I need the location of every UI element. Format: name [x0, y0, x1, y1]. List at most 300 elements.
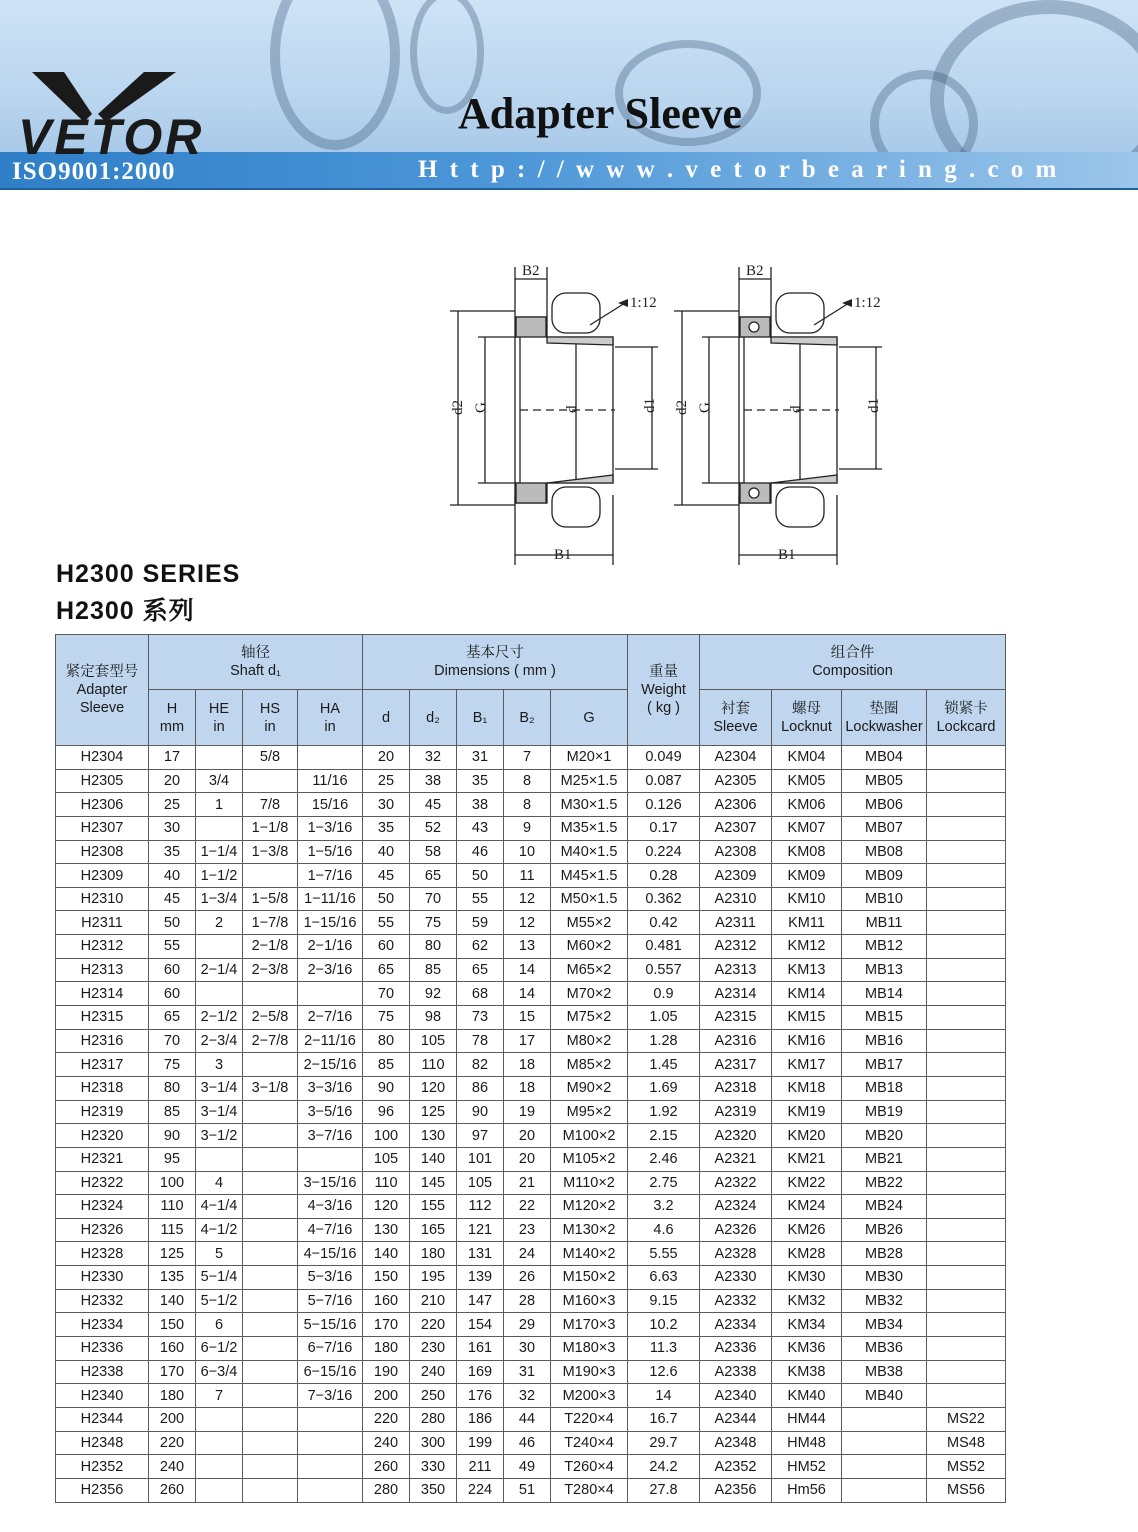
- table-row: [56, 887, 1006, 911]
- cell-lockcard: [927, 1147, 1006, 1171]
- cell-weight: 0.224: [628, 840, 700, 864]
- cell-hs: 5/8: [243, 746, 298, 770]
- cell-ha: 4−15/16: [298, 1242, 363, 1266]
- cell-weight: 10.2: [628, 1313, 700, 1337]
- cell-d: 80: [363, 1029, 410, 1053]
- cell-hs: [243, 1337, 298, 1361]
- cell-b2: 20: [504, 1124, 551, 1148]
- cell-he: 1−1/4: [196, 840, 243, 864]
- cell-d2: 140: [410, 1147, 457, 1171]
- cell-model: H2352: [56, 1455, 149, 1479]
- header-b2: B₂: [504, 690, 551, 746]
- cell-d2: 210: [410, 1289, 457, 1313]
- cell-g: M140×2: [551, 1242, 628, 1266]
- cell-model: H2344: [56, 1407, 149, 1431]
- cell-d2: 52: [410, 816, 457, 840]
- cell-lockcard: [927, 746, 1006, 770]
- cell-model: H2308: [56, 840, 149, 864]
- cell-sleeve: A2309: [700, 864, 772, 888]
- cell-locknut: KM19: [772, 1100, 842, 1124]
- cell-he: 2−3/4: [196, 1029, 243, 1053]
- cell-model: H2311: [56, 911, 149, 935]
- cell-lockwasher: MB07: [842, 816, 927, 840]
- table-row: [56, 1313, 1006, 1337]
- table-row: [56, 1171, 1006, 1195]
- table-row: [56, 1384, 1006, 1408]
- cell-b1: 43: [457, 816, 504, 840]
- header-locknut: 螺母 Locknut: [772, 690, 842, 746]
- cell-h: 220: [149, 1431, 196, 1455]
- series-title-en: H2300 SERIES: [56, 560, 241, 588]
- cell-d: 260: [363, 1455, 410, 1479]
- label-d1: d1: [866, 398, 882, 413]
- cell-lockwasher: [842, 1478, 927, 1502]
- label-g: G: [473, 402, 489, 413]
- cell-weight: 1.92: [628, 1100, 700, 1124]
- cell-h: 60: [149, 982, 196, 1006]
- cell-d: 96: [363, 1100, 410, 1124]
- cell-locknut: KM08: [772, 840, 842, 864]
- cell-weight: 0.28: [628, 864, 700, 888]
- header-ha: HA in: [298, 690, 363, 746]
- adapter-sleeve-table: [55, 634, 1006, 1503]
- label-b2: B2: [522, 263, 540, 279]
- cell-b2: 26: [504, 1266, 551, 1290]
- cell-sleeve: A2356: [700, 1478, 772, 1502]
- cell-d: 60: [363, 935, 410, 959]
- table-row: [56, 1195, 1006, 1219]
- cell-model: H2334: [56, 1313, 149, 1337]
- cell-g: M20×1: [551, 746, 628, 770]
- label-b1: B1: [554, 547, 572, 563]
- cell-b2: 8: [504, 769, 551, 793]
- cell-hs: [243, 1147, 298, 1171]
- cell-d2: 280: [410, 1407, 457, 1431]
- cell-sleeve: A2344: [700, 1407, 772, 1431]
- header-adapter-sleeve: 紧定套型号 Adapter Sleeve: [56, 635, 149, 746]
- cell-he: 1: [196, 793, 243, 817]
- cell-model: H2320: [56, 1124, 149, 1148]
- cell-d: 45: [363, 864, 410, 888]
- header-sleeve: 衬套 Sleeve: [700, 690, 772, 746]
- cell-he: 4−1/2: [196, 1218, 243, 1242]
- cell-he: 1−3/4: [196, 887, 243, 911]
- cell-g: M95×2: [551, 1100, 628, 1124]
- cell-lockwasher: MB05: [842, 769, 927, 793]
- cell-model: H2326: [56, 1218, 149, 1242]
- cell-model: H2316: [56, 1029, 149, 1053]
- cell-locknut: KM09: [772, 864, 842, 888]
- cell-ha: 3−5/16: [298, 1100, 363, 1124]
- cell-b1: 38: [457, 793, 504, 817]
- cell-lockcard: [927, 864, 1006, 888]
- cell-model: H2318: [56, 1076, 149, 1100]
- cell-he: [196, 1478, 243, 1502]
- cell-model: H2312: [56, 935, 149, 959]
- header-d2: d₂: [410, 690, 457, 746]
- cell-locknut: KM36: [772, 1337, 842, 1361]
- cell-sleeve: A2314: [700, 982, 772, 1006]
- header-dimensions: 基本尺寸 Dimensions ( mm ): [363, 635, 628, 690]
- cell-lockwasher: MB09: [842, 864, 927, 888]
- cell-locknut: HM44: [772, 1407, 842, 1431]
- cell-lockcard: [927, 816, 1006, 840]
- cell-sleeve: A2312: [700, 935, 772, 959]
- cell-g: M150×2: [551, 1266, 628, 1290]
- cell-weight: 0.557: [628, 958, 700, 982]
- table-row: [56, 1360, 1006, 1384]
- cell-b2: 12: [504, 887, 551, 911]
- cell-sleeve: A2332: [700, 1289, 772, 1313]
- cell-lockwasher: MB32: [842, 1289, 927, 1313]
- cell-lockwasher: [842, 1455, 927, 1479]
- cell-weight: 14: [628, 1384, 700, 1408]
- table-row: [56, 1242, 1006, 1266]
- header-lockwasher: 垫圈 Lockwasher: [842, 690, 927, 746]
- cell-model: H2309: [56, 864, 149, 888]
- cell-hs: 2−3/8: [243, 958, 298, 982]
- cell-sleeve: A2305: [700, 769, 772, 793]
- cell-lockcard: [927, 935, 1006, 959]
- cell-he: 6−3/4: [196, 1360, 243, 1384]
- cell-weight: 2.75: [628, 1171, 700, 1195]
- label-taper: 1:12: [854, 295, 881, 311]
- label-taper: 1:12: [630, 295, 657, 311]
- cell-lockcard: [927, 1029, 1006, 1053]
- cell-locknut: KM16: [772, 1029, 842, 1053]
- cell-lockcard: [927, 1053, 1006, 1077]
- cell-weight: 9.15: [628, 1289, 700, 1313]
- cell-sleeve: A2306: [700, 793, 772, 817]
- cell-he: 3−1/4: [196, 1100, 243, 1124]
- cell-ha: [298, 982, 363, 1006]
- cell-he: 6−1/2: [196, 1337, 243, 1361]
- cell-lockcard: [927, 1218, 1006, 1242]
- cell-lockcard: [927, 911, 1006, 935]
- cell-ha: 1−7/16: [298, 864, 363, 888]
- cell-ha: [298, 1147, 363, 1171]
- cell-g: T240×4: [551, 1431, 628, 1455]
- cell-sleeve: A2304: [700, 746, 772, 770]
- cell-model: H2338: [56, 1360, 149, 1384]
- cell-h: 25: [149, 793, 196, 817]
- cell-h: 115: [149, 1218, 196, 1242]
- cell-hs: [243, 1242, 298, 1266]
- cell-lockwasher: MB11: [842, 911, 927, 935]
- cell-model: H2315: [56, 1006, 149, 1030]
- cell-h: 110: [149, 1195, 196, 1219]
- cell-weight: 16.7: [628, 1407, 700, 1431]
- cell-h: 50: [149, 911, 196, 935]
- cell-h: 200: [149, 1407, 196, 1431]
- cell-lockwasher: MB30: [842, 1266, 927, 1290]
- cell-model: H2340: [56, 1384, 149, 1408]
- table-row: [56, 1266, 1006, 1290]
- cell-weight: 0.087: [628, 769, 700, 793]
- cell-g: M190×3: [551, 1360, 628, 1384]
- cell-b1: 73: [457, 1006, 504, 1030]
- cell-b2: 7: [504, 746, 551, 770]
- table-row: [56, 1455, 1006, 1479]
- cell-locknut: KM15: [772, 1006, 842, 1030]
- cell-sleeve: A2340: [700, 1384, 772, 1408]
- cell-weight: 2.15: [628, 1124, 700, 1148]
- cell-b2: 22: [504, 1195, 551, 1219]
- cell-ha: 2−11/16: [298, 1029, 363, 1053]
- header-composition: 组合件 Composition: [700, 635, 1006, 690]
- table-row: [56, 958, 1006, 982]
- cell-locknut: KM18: [772, 1076, 842, 1100]
- cell-b1: 62: [457, 935, 504, 959]
- cell-lockcard: [927, 1384, 1006, 1408]
- cell-d: 75: [363, 1006, 410, 1030]
- cell-hs: 2−1/8: [243, 935, 298, 959]
- cell-locknut: KM28: [772, 1242, 842, 1266]
- header-weight: 重量 Weight ( kg ): [628, 635, 700, 746]
- cell-d: 40: [363, 840, 410, 864]
- cell-b2: 49: [504, 1455, 551, 1479]
- cell-g: M160×3: [551, 1289, 628, 1313]
- cell-lockcard: [927, 1100, 1006, 1124]
- cell-weight: 12.6: [628, 1360, 700, 1384]
- cell-g: M80×2: [551, 1029, 628, 1053]
- cell-h: 45: [149, 887, 196, 911]
- cell-b2: 31: [504, 1360, 551, 1384]
- cell-h: 17: [149, 746, 196, 770]
- cell-lockwasher: [842, 1407, 927, 1431]
- cell-ha: 1−3/16: [298, 816, 363, 840]
- cell-weight: 2.46: [628, 1147, 700, 1171]
- cell-he: 3−1/4: [196, 1076, 243, 1100]
- cell-sleeve: A2315: [700, 1006, 772, 1030]
- cell-d: 35: [363, 816, 410, 840]
- cell-b1: 211: [457, 1455, 504, 1479]
- cell-locknut: KM34: [772, 1313, 842, 1337]
- cell-d2: 220: [410, 1313, 457, 1337]
- cell-lockcard: MS48: [927, 1431, 1006, 1455]
- cell-ha: 1−15/16: [298, 911, 363, 935]
- cell-sleeve: A2307: [700, 816, 772, 840]
- cell-locknut: Hm56: [772, 1478, 842, 1502]
- cell-h: 85: [149, 1100, 196, 1124]
- cell-g: M70×2: [551, 982, 628, 1006]
- cell-h: 95: [149, 1147, 196, 1171]
- cell-sleeve: A2334: [700, 1313, 772, 1337]
- cell-sleeve: A2348: [700, 1431, 772, 1455]
- cell-g: M60×2: [551, 935, 628, 959]
- cell-lockwasher: MB13: [842, 958, 927, 982]
- cell-d: 50: [363, 887, 410, 911]
- cell-b1: 82: [457, 1053, 504, 1077]
- cell-hs: [243, 1455, 298, 1479]
- cell-lockwasher: MB38: [842, 1360, 927, 1384]
- header-d: d: [363, 690, 410, 746]
- cell-weight: 1.69: [628, 1076, 700, 1100]
- cell-lockcard: [927, 1006, 1006, 1030]
- cell-lockwasher: MB24: [842, 1195, 927, 1219]
- cell-sleeve: A2311: [700, 911, 772, 935]
- cell-d: 25: [363, 769, 410, 793]
- cell-b2: 44: [504, 1407, 551, 1431]
- cell-ha: 1−5/16: [298, 840, 363, 864]
- cell-locknut: KM21: [772, 1147, 842, 1171]
- cell-d2: 155: [410, 1195, 457, 1219]
- cell-h: 90: [149, 1124, 196, 1148]
- cell-d2: 65: [410, 864, 457, 888]
- cell-d: 105: [363, 1147, 410, 1171]
- cell-g: M100×2: [551, 1124, 628, 1148]
- cell-locknut: KM22: [772, 1171, 842, 1195]
- drawing-view-left: [450, 267, 658, 565]
- cell-lockwasher: MB19: [842, 1100, 927, 1124]
- cell-ha: [298, 1431, 363, 1455]
- cell-d: 280: [363, 1478, 410, 1502]
- table-row: [56, 1218, 1006, 1242]
- cell-he: [196, 1431, 243, 1455]
- cell-g: M120×2: [551, 1195, 628, 1219]
- cell-lockwasher: MB26: [842, 1218, 927, 1242]
- cell-b1: 35: [457, 769, 504, 793]
- cell-h: 55: [149, 935, 196, 959]
- cell-d2: 120: [410, 1076, 457, 1100]
- cell-b2: 20: [504, 1147, 551, 1171]
- cell-hs: [243, 1100, 298, 1124]
- cell-model: H2307: [56, 816, 149, 840]
- cell-model: H2314: [56, 982, 149, 1006]
- cell-he: [196, 935, 243, 959]
- table-row: [56, 746, 1006, 770]
- cell-hs: [243, 1407, 298, 1431]
- cell-locknut: KM11: [772, 911, 842, 935]
- cell-model: H2304: [56, 746, 149, 770]
- cell-lockwasher: [842, 1431, 927, 1455]
- cell-b2: 18: [504, 1076, 551, 1100]
- cell-d2: 230: [410, 1337, 457, 1361]
- cell-he: 4−1/4: [196, 1195, 243, 1219]
- cell-d: 55: [363, 911, 410, 935]
- cell-b1: 169: [457, 1360, 504, 1384]
- cell-hs: [243, 1478, 298, 1502]
- cell-b2: 14: [504, 982, 551, 1006]
- cell-locknut: KM32: [772, 1289, 842, 1313]
- cell-model: H2305: [56, 769, 149, 793]
- cell-model: H2348: [56, 1431, 149, 1455]
- cell-he: 1−1/2: [196, 864, 243, 888]
- cell-lockcard: [927, 958, 1006, 982]
- cell-d2: 330: [410, 1455, 457, 1479]
- cell-d2: 195: [410, 1266, 457, 1290]
- cell-hs: 1−5/8: [243, 887, 298, 911]
- cell-b1: 105: [457, 1171, 504, 1195]
- table-row: [56, 1289, 1006, 1313]
- cell-sleeve: A2313: [700, 958, 772, 982]
- cell-b2: 30: [504, 1337, 551, 1361]
- cell-d: 170: [363, 1313, 410, 1337]
- cell-b1: 131: [457, 1242, 504, 1266]
- cell-b1: 97: [457, 1124, 504, 1148]
- cell-g: M50×1.5: [551, 887, 628, 911]
- cell-sleeve: A2319: [700, 1100, 772, 1124]
- cell-locknut: KM17: [772, 1053, 842, 1077]
- cell-d: 160: [363, 1289, 410, 1313]
- cell-weight: 1.28: [628, 1029, 700, 1053]
- cell-sleeve: A2352: [700, 1455, 772, 1479]
- cell-he: [196, 1407, 243, 1431]
- cell-d: 180: [363, 1337, 410, 1361]
- cell-d: 140: [363, 1242, 410, 1266]
- cell-sleeve: A2321: [700, 1147, 772, 1171]
- cell-h: 140: [149, 1289, 196, 1313]
- header-h: H mm: [149, 690, 196, 746]
- cell-d2: 145: [410, 1171, 457, 1195]
- cell-b1: 147: [457, 1289, 504, 1313]
- cell-locknut: KM12: [772, 935, 842, 959]
- cell-h: 35: [149, 840, 196, 864]
- table-row: [56, 1407, 1006, 1431]
- cell-locknut: KM06: [772, 793, 842, 817]
- cell-d2: 80: [410, 935, 457, 959]
- cell-sleeve: A2324: [700, 1195, 772, 1219]
- cell-d: 130: [363, 1218, 410, 1242]
- series-title-cn: H2300 系列: [56, 597, 195, 625]
- table-row: [56, 1337, 1006, 1361]
- cell-b1: 224: [457, 1478, 504, 1502]
- cell-locknut: KM05: [772, 769, 842, 793]
- cell-lockcard: [927, 1124, 1006, 1148]
- table-row: [56, 864, 1006, 888]
- label-d2: d2: [674, 400, 690, 415]
- cell-he: [196, 1455, 243, 1479]
- drawing-view-right: [674, 267, 882, 565]
- iso-certification: ISO9001:2000: [12, 158, 176, 185]
- header-shaft: 轴径 Shaft d₁: [149, 635, 363, 690]
- cell-locknut: KM10: [772, 887, 842, 911]
- cell-d2: 70: [410, 887, 457, 911]
- cell-weight: 0.362: [628, 887, 700, 911]
- cell-lockwasher: MB16: [842, 1029, 927, 1053]
- cell-lockcard: [927, 1242, 1006, 1266]
- cell-d: 30: [363, 793, 410, 817]
- cell-lockcard: [927, 793, 1006, 817]
- cell-d: 110: [363, 1171, 410, 1195]
- cell-hs: [243, 1384, 298, 1408]
- cell-b2: 24: [504, 1242, 551, 1266]
- cell-b2: 51: [504, 1478, 551, 1502]
- cell-model: H2313: [56, 958, 149, 982]
- cell-g: T220×4: [551, 1407, 628, 1431]
- cell-ha: [298, 746, 363, 770]
- cell-h: 150: [149, 1313, 196, 1337]
- cell-model: H2324: [56, 1195, 149, 1219]
- header-hs: HS in: [243, 690, 298, 746]
- cell-b2: 11: [504, 864, 551, 888]
- cell-model: H2310: [56, 887, 149, 911]
- cell-weight: 3.2: [628, 1195, 700, 1219]
- cell-lockwasher: MB15: [842, 1006, 927, 1030]
- cell-h: 30: [149, 816, 196, 840]
- cell-lockcard: MS22: [927, 1407, 1006, 1431]
- cell-lockwasher: MB17: [842, 1053, 927, 1077]
- cell-hs: [243, 1124, 298, 1148]
- cell-d: 70: [363, 982, 410, 1006]
- cell-h: 180: [149, 1384, 196, 1408]
- table-row: [56, 1124, 1006, 1148]
- cell-model: H2321: [56, 1147, 149, 1171]
- table-row: [56, 840, 1006, 864]
- cell-g: M105×2: [551, 1147, 628, 1171]
- table-row: [56, 793, 1006, 817]
- cell-weight: 24.2: [628, 1455, 700, 1479]
